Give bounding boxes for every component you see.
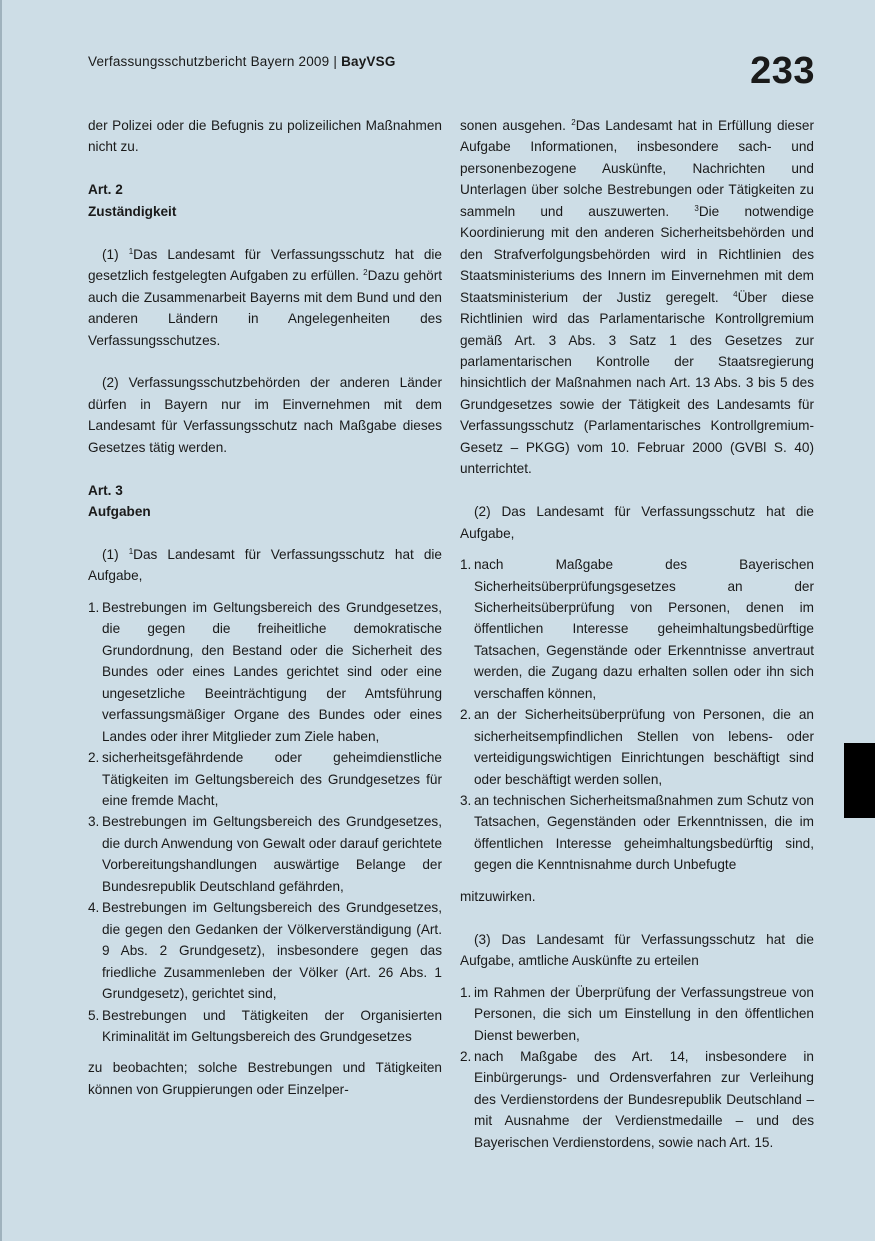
list-item: 3. an technischen Sicherheitsmaßnahmen zum Schutz von Tatsachen, Gegenständen oder Erkenntnissen, die im öffentlichen Interesse geheimhaltungsbedürftig sind, gegen die Kenntnisnahme durch Unbefugte [460, 793, 814, 873]
list-item: 2. sicherheitsgefährdende oder geheimdienstliche Tätigkeiten im Geltungsbereich des Grundgesetzes für eine fremde Macht, [88, 750, 442, 808]
article-2-title: Zuständigkeit [88, 203, 177, 219]
list-item: 1. im Rahmen der Überprüfung der Verfassungstreue von Personen, die sich um Einstellung in den öffentlichen Dienst bewerben, [460, 984, 814, 1043]
list-item: 4. Bestrebungen im Geltungsbereich des Grundgesetzes, die gegen den Gedanken der Völkerverständigung (Art. 9 Abs. 2 Grundgesetz), insbesondere gegen das friedliche Zusammenleben der Völker (Art. 26 Abs. 1 Grundgesetz), gerichtet sind, [88, 900, 442, 1002]
list-item: 2. an der Sicherheitsüberprüfung von Personen, die an sicherheitsempfindlichen Stellen von lebens- oder verteidigungswichtigen Einrichtungen beschäftigt sind oder beschäftigt werden sollen, [460, 707, 814, 787]
list-item: 1. Bestrebungen im Geltungsbereich des Grundgesetzes, die gegen die freiheitliche demokratische Grundordnung, den Bestand oder die Sicherheit des Bundes oder eines Landes gerichtet sind oder eine ungesetzliche Beeinträchtigung der Amtsführung verfassungsmäßiger Organe des Bundes oder eines Landes oder ihrer Mitglieder zum Ziele haben, [88, 599, 442, 744]
article-2-paragraph-2: (2) Verfassungsschutzbehörden der anderen Länder dürfen in Bayern nur im Einvernehmen mit dem Landesamt für Verfassungsschutz nach Maßgabe dieses Gesetzes tätig werden. [88, 375, 442, 455]
paragraph-continuation: der Polizei oder die Befugnis zu polizeilichen Maßnahmen nicht zu. [88, 118, 442, 155]
list-item: 5. Bestrebungen und Tätigkeiten der Organisierten Kriminalität im Geltungsbereich des Grundgesetzes [88, 1007, 442, 1044]
article-2-paragraph-1: (1) $^1$Das Landesamt für Verfassungsschutz hat die gesetzlich festgelegten Aufgaben zu erfüllen. $^2$Dazu gehört auch die Zusammenarbeit Bayerns mit dem Bund und den anderen Ländern in Angelegenheiten des Verfassungsschutzes. [88, 246, 442, 348]
paragraph-2-list [460, 554, 814, 876]
article-3-title: Aufgaben [88, 504, 151, 520]
article-2-number: Art. 2 [88, 182, 123, 198]
article-3-paragraph-1: (1) $^1$Das Landesamt für Verfassungsschutz hat die Aufgabe, [88, 546, 442, 584]
running-header [88, 54, 396, 69]
list-item: 2. nach Maßgabe des Art. 14, insbesondere in Einbürgerungs- und Ordensverfahren zur Verleihung des Verdienstordens der Bundesrepublik Deutschland – mit Ausnahme der Verdienstmedaille – und des Bayerischen Verdienstordens, sowie nach Art. 15. [460, 1049, 814, 1150]
left-column [88, 115, 442, 1100]
paragraph-2-tail: mitzuwirken. [460, 888, 536, 904]
thumb-index-tab [844, 743, 875, 818]
header-separator: | [333, 54, 338, 69]
article-3-number: Art. 3 [88, 482, 123, 498]
article-3-task-list [88, 597, 442, 1048]
page-edge-line [0, 0, 2, 1241]
article-3-list-tail: zu beobachten; solche Bestrebungen und Tätigkeiten können von Gruppierungen oder Einzelper- [88, 1060, 442, 1097]
page-number: 233 [750, 50, 815, 92]
right-column [460, 115, 814, 1153]
header-title: Verfassungsschutzbericht Bayern 2009 [88, 54, 330, 69]
header-section: BayVSG [341, 54, 396, 69]
list-item: 1. nach Maßgabe des Bayerischen Sicherheitsüberprüfungsgesetzes an der Sicherheitsüberprüfung von Personen, denen im öffentlichen Interesse geheimhaltungsbedürftige Tatsachen, Gegenstände oder Erkenntnisse anvertraut werden, die Zugang dazu erhalten sollen oder ihn sich verschaffen können, [460, 557, 814, 701]
list-item: 3. Bestrebungen im Geltungsbereich des Grundgesetzes, die durch Anwendung von Gewalt oder darauf gerichtete Vorbereitungshandlungen auswärtige Belange der Bundesrepublik Deutschland gefährden, [88, 814, 442, 894]
paragraph-continuation-right: sonen ausgehen. $^2$Das Landesamt hat in Erfüllung dieser Aufgabe Informationen, insbesondere sach- und personenbezogene Auskünfte, Nachrichten und Unterlagen über solche Bestrebungen oder Tätigkeiten zu sammeln und auszuwerten. $^3$Die notwendige Koordinierung mit den anderen Sicherheitsbehörden und den Strafverfolgungsbehörden wird in Richtlinien des Staatsministeriums des Innern im Einvernehmen mit dem Staatsministerium der Justiz geregelt. $^4$Über diese Richtlinien wird das Parlamentarische Kontrollgremium gemäß Art. 3 Abs. 3 Satz 1 des Gesetzes zur parlamentarischen Kontrolle der Staatsregierung hinsichtlich der Maßnahmen nach Art. 13 Abs. 3 bis 5 des Grundgesetzes sowie der Tätigkeit des Landesamts für Verfassungsschutz (Parlamentarisches Kontrollgremium-Gesetz – PKGG) vom 10. Februar 2000 (GVBl S. 40) unterrichtet. [460, 118, 814, 477]
article-3-paragraph-2: (2) Das Landesamt für Verfassungsschutz hat die Aufgabe, [460, 504, 814, 541]
paragraph-3-list [460, 982, 814, 1154]
article-3-paragraph-3: (3) Das Landesamt für Verfassungsschutz hat die Aufgabe, amtliche Auskünfte zu erteilen [460, 931, 814, 969]
